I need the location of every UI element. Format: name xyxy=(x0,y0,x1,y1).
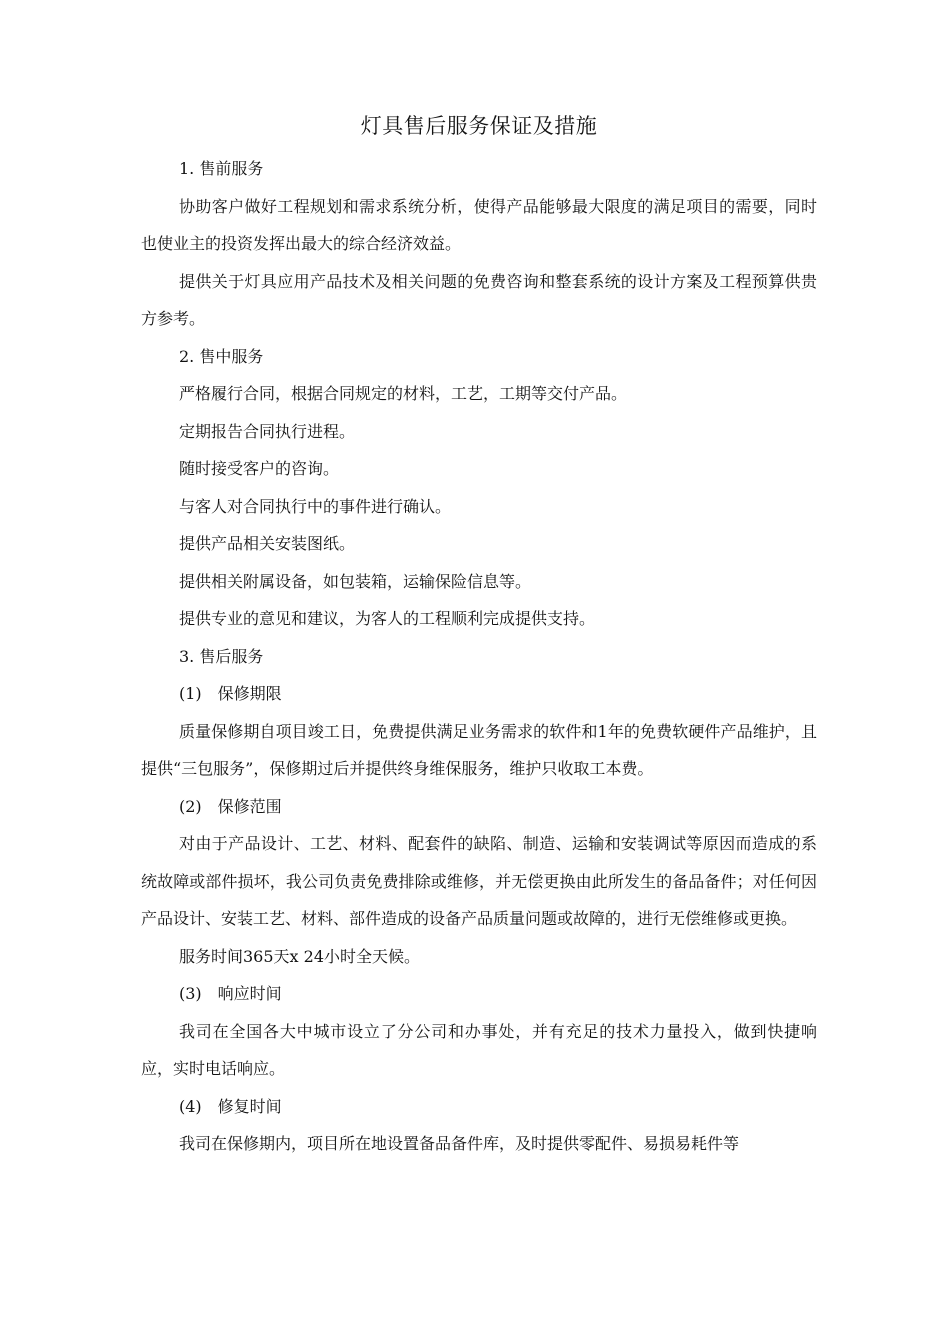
heading-after-sales: 3. 售后服务 xyxy=(179,646,264,666)
paragraph: 严格履行合同，根据合同规定的材料，工艺，工期等交付产品。 xyxy=(179,384,628,403)
paragraph: 服务时间365天x 24小时全天候。 xyxy=(179,946,421,966)
paragraph: 提供相关附属设备，如包装箱，运输保险信息等。 xyxy=(179,571,532,591)
paragraph: 随时接受客户的咨询。 xyxy=(179,459,340,478)
paragraph: 提供关于灯具应用产品技术及相关问题的免费咨询和整套系统的设计方案及工程预算供贵方参考。 xyxy=(141,271,817,328)
paragraph: 定期报告合同执行进程。 xyxy=(179,421,356,441)
paragraph: 提供产品相关安装图纸。 xyxy=(179,534,356,553)
subheading-repair-time: (4) 修复时间 xyxy=(179,1096,282,1116)
document-title: 灯具售后服务保证及措施 xyxy=(360,114,598,138)
subheading-warranty-scope: (2) 保修范围 xyxy=(179,796,282,816)
paragraph: 我司在全国各大中城市设立了分公司和办事处，并有充足的技术力量投入，做到快捷响应，实时电话响应。 xyxy=(141,1021,817,1078)
paragraph: 质量保修期自项目竣工日，免费提供满足业务需求的软件和1年的免费软硬件产品维护，且提供“三包服务”，保修期过后并提供终身维保服务，维护只收取工本费。 xyxy=(141,721,817,778)
heading-pre-sales: 1. 售前服务 xyxy=(179,159,264,178)
document-body xyxy=(141,108,817,1163)
subheading-warranty-period: (1) 保修期限 xyxy=(179,684,282,703)
heading-in-sales: 2. 售中服务 xyxy=(179,346,264,366)
paragraph: 对由于产品设计、工艺、材料、配套件的缺陷、制造、运输和安装调试等原因而造成的系统故障或部件损坏，我公司负责免费排除或维修，并无偿更换由此所发生的备品备件；对任何因产品设计、安装工艺、材料、部件造成的设备产品质量问题或故障的，进行无偿维修或更换。 xyxy=(141,834,817,928)
paragraph: 与客人对合同执行中的事件进行确认。 xyxy=(179,496,452,516)
paragraph: 提供专业的意见和建议，为客人的工程顺利完成提供支持。 xyxy=(179,609,596,628)
paragraph: 我司在保修期内，项目所在地设置备品备件库，及时提供零配件、易损易耗件等 xyxy=(179,1134,740,1153)
subheading-response-time: (3) 响应时间 xyxy=(179,984,282,1003)
paragraph: 协助客户做好工程规划和需求系统分析，使得产品能够最大限度的满足项目的需要，同时也使业主的投资发挥出最大的综合经济效益。 xyxy=(141,196,817,253)
